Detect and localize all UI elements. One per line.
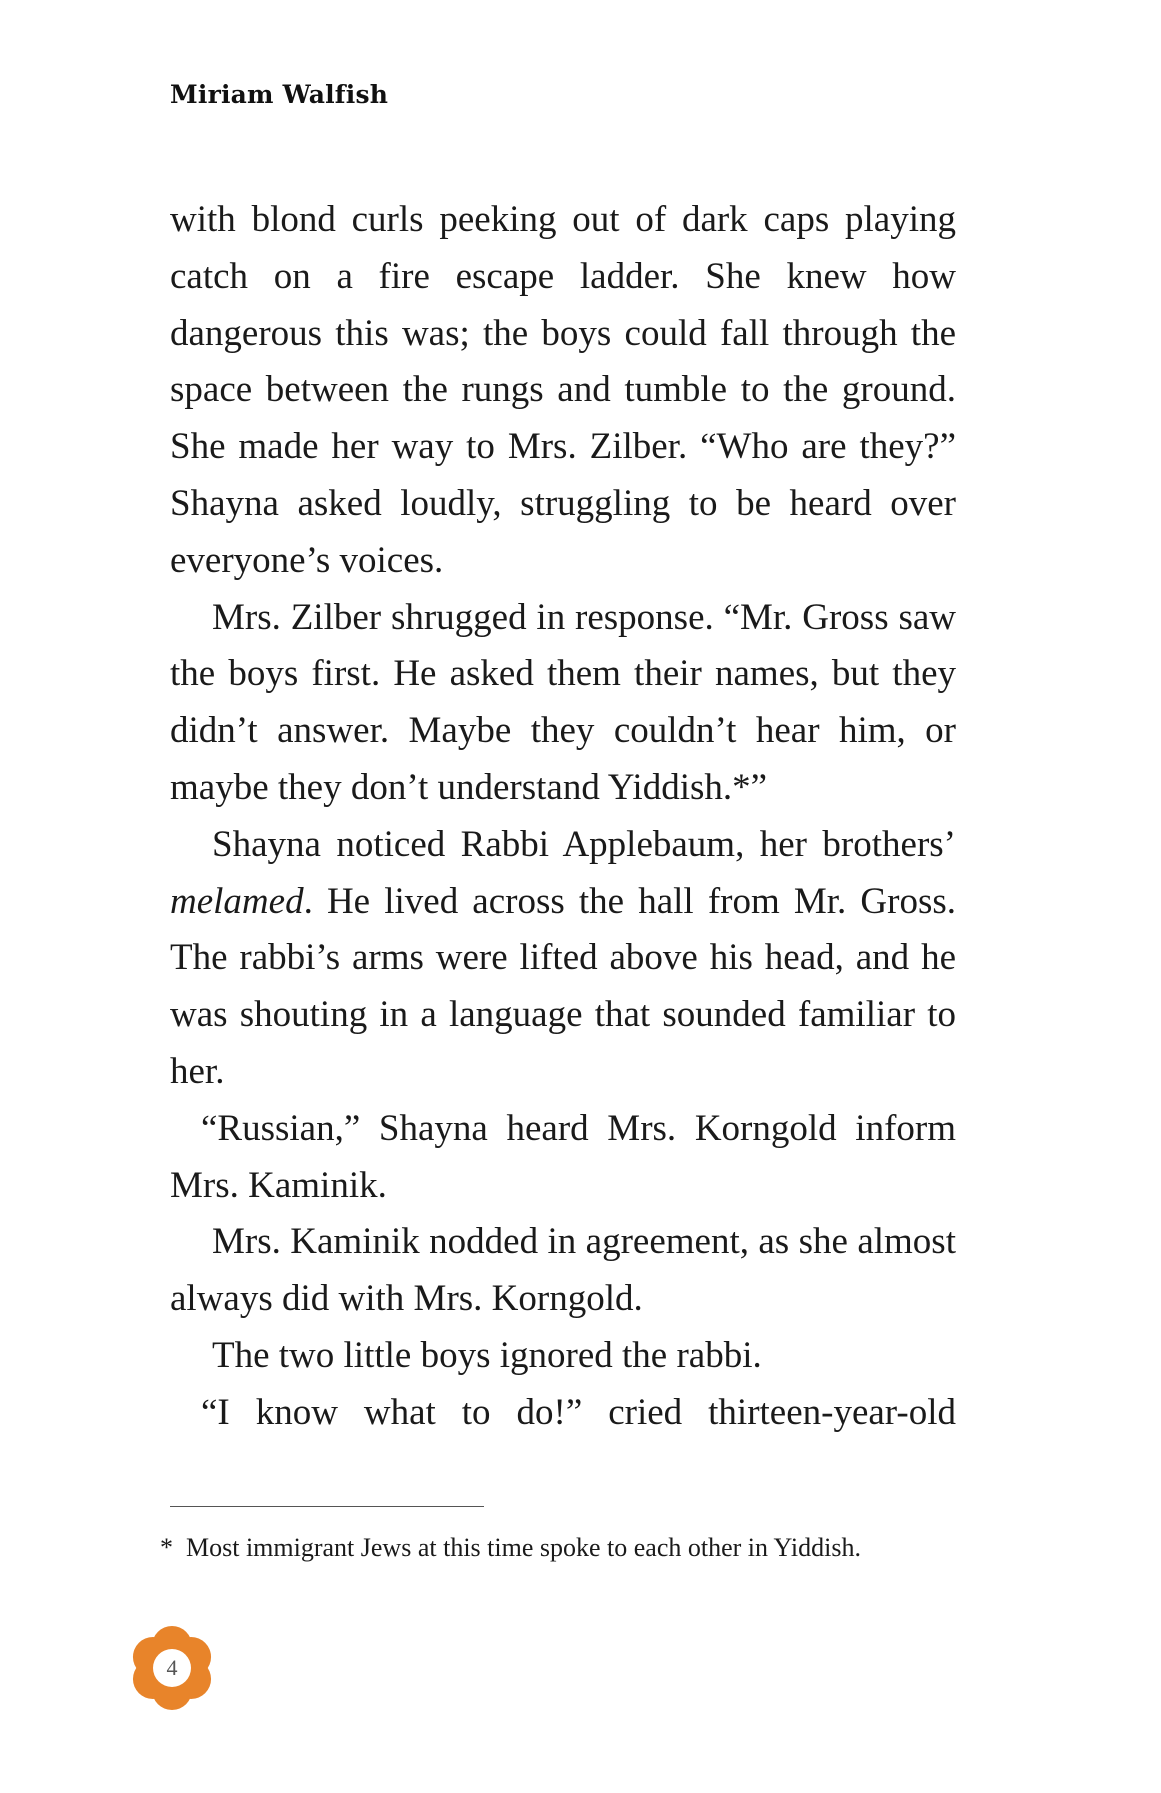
page-number-badge [126, 1622, 218, 1714]
paragraph-6: The two little boys ignored the rabbi. [212, 1334, 762, 1376]
paragraph-3-after: . He lived across the hall from Mr. Gross. The rabbi’s arms were lifted above his head, and he was shouting in a language that sounded familiar to her. [170, 880, 956, 1092]
paragraph-4: “Russian,” Shayna heard Mrs. Korngold inform Mrs. Kaminik. [170, 1107, 956, 1206]
paragraph-5: Mrs. Kaminik nodded in agreement, as she almost always did with Mrs. Korngold. [170, 1221, 956, 1320]
footnote-text: Most immigrant Jews at this time spoke to each other in Yiddish. [186, 1533, 861, 1562]
paragraph-2: Mrs. Zilber shrugged in response. “Mr. Gross saw the boys first. He asked them their names, but they didn’t answer. Maybe they couldn’t hear him, or maybe they don’t understand Yiddish.*” [170, 596, 956, 808]
paragraph-3-before: Shayna noticed Rabbi Applebaum, her brothers’ [212, 823, 956, 865]
page-number: 4 [166, 1655, 178, 1680]
footnote-rule [170, 1506, 484, 1507]
footnote [160, 1531, 960, 1565]
running-head: Miriam Walfish [170, 80, 389, 109]
italic-term: melamed [170, 880, 304, 922]
body-text [170, 192, 956, 1442]
paragraph-1: with blond curls peeking out of dark caps playing catch on a fire escape ladder. She knew how dangerous this was; the boys could fall through the space between the rungs and tumble to the ground. She made her way to Mrs. Zilber. “Who are they?” Shayna asked loudly, struggling to be heard over everyone’s voices. [170, 199, 956, 581]
footnote-marker: * [160, 1533, 173, 1562]
paragraph-7: “I know what to do!” cried thirteen-year-old [201, 1391, 956, 1433]
paragraph-3 [170, 817, 956, 1101]
